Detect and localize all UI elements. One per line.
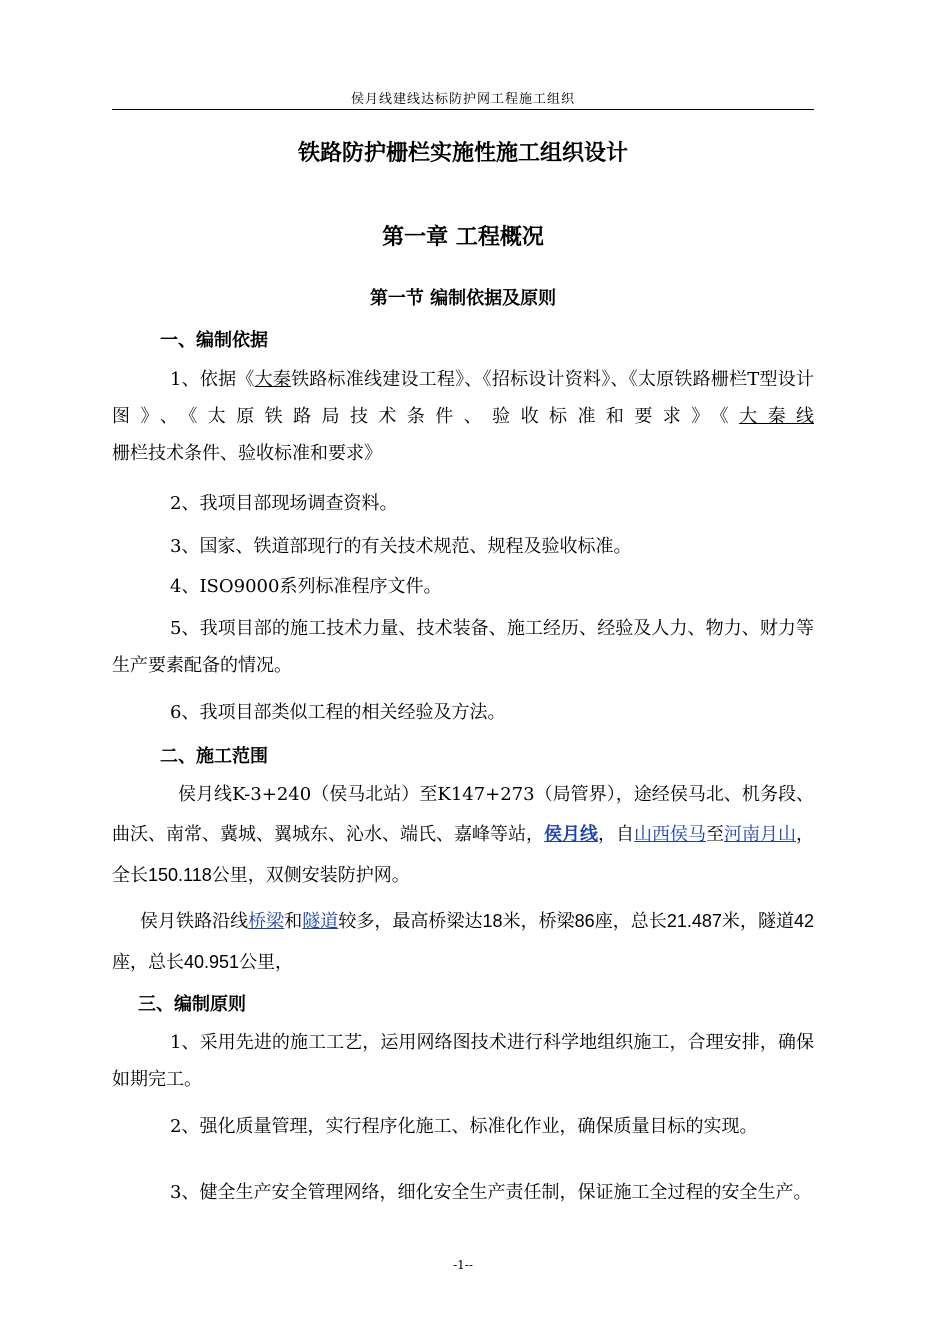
scope-text-5: 公里，双侧安装防护网。: [211, 865, 410, 886]
scope2-text-4: 米，桥梁: [502, 911, 575, 932]
basis-item-5: 5、我项目部的施工技术力量、技术装备、施工经历、经验及人力、物力、财力等生产要素配备的情况。: [112, 618, 814, 676]
link-houyue-line[interactable]: 侯月线: [544, 824, 598, 845]
basis-heading: 一、编制依据: [160, 330, 268, 351]
tunnel-length-value: 40.951: [184, 952, 240, 972]
header-divider: [112, 109, 814, 110]
scope2-text-8: 公里，: [239, 952, 294, 973]
scope-text-2: ，自: [598, 824, 634, 845]
principles-heading: 三、编制原则: [138, 994, 246, 1015]
scope2-text-6: 米，隧道: [721, 911, 795, 932]
basis-item-1-text: 1、依据《: [170, 369, 255, 390]
scope2-text-5: 座，总长: [594, 911, 667, 932]
scope2-text-3: 较多，最高桥梁达: [338, 911, 483, 932]
scope-paragraph-2: [112, 901, 814, 983]
basis-item-1-text-3: 栅栏技术条件、验收标准和要求》: [112, 443, 382, 464]
scope-heading: 二、施工范围: [160, 746, 268, 767]
basis-item-6: 6、我项目部类似工程的相关经验及方法。: [170, 702, 506, 723]
basis-item-1-underlined-2: 大秦线: [739, 406, 815, 427]
page-number: -1--: [453, 1258, 473, 1272]
total-length-value: 150.118: [148, 865, 212, 885]
basis-item-4: 4、ISO9000系列标准程序文件。: [170, 576, 442, 597]
scope-paragraph-1: [112, 775, 814, 896]
section-heading: 第一节 编制依据及原则: [369, 288, 557, 309]
principle-item-3: 3、健全生产安全管理网络，细化安全生产责任制，保证施工全过程的安全生产。: [170, 1182, 812, 1203]
scope-text-1: 侯月线K-3+240（侯马北站）至K147+273（局管界），途经侯马北、机务段、曲沃、南常、冀城、翼城东、沁水、端氏、嘉峰等站，: [112, 784, 814, 845]
max-bridge-height-value: 18: [482, 911, 503, 931]
principle-item-2: 2、强化质量管理，实行程序化施工、标准化作业，确保质量目标的实现。: [170, 1116, 758, 1137]
tunnel-count-value: 42: [794, 911, 815, 931]
chapter-heading: 第一章 工程概况: [382, 225, 544, 250]
scope-text-4: ，全长: [112, 824, 814, 886]
link-tunnel[interactable]: 隧道: [302, 911, 339, 932]
principle-item-1: 1、采用先进的施工工艺，运用网络图技术进行科学地组织施工，合理安排，确保如期完工。: [112, 1032, 814, 1090]
basis-item-2: 2、我项目部现场调查资料。: [170, 493, 398, 514]
basis-item-1: [112, 361, 814, 472]
bridge-count-value: 86: [574, 911, 595, 931]
basis-item-1-underlined-1: 大秦: [254, 369, 292, 390]
bridge-length-value: 21.487: [666, 911, 722, 931]
link-henan-yueshan[interactable]: 河南月山: [724, 824, 796, 845]
link-shanxi-houma[interactable]: 山西侯马: [634, 824, 706, 845]
scope2-text-2: 和: [284, 911, 303, 932]
scope2-text-1: 侯月铁路沿线: [140, 911, 249, 932]
basis-item-3: 3、国家、铁道部现行的有关技术规范、规程及验收标准。: [170, 536, 632, 557]
running-header: 侯月线建线达标防护网工程施工组织: [350, 92, 575, 107]
scope2-text-7: 座，总长: [112, 952, 184, 973]
basis-item-1-text-2: 铁路标准线建设工程》、《招标设计资料》、《太原铁路栅栏T型设计图》、《太原铁路局技术条件、验收标准和要求》《: [112, 369, 814, 427]
link-bridge[interactable]: 桥梁: [248, 911, 285, 932]
document-title: 铁路防护栅栏实施性施工组织设计: [297, 141, 628, 166]
scope-text-3: 至: [706, 824, 724, 845]
